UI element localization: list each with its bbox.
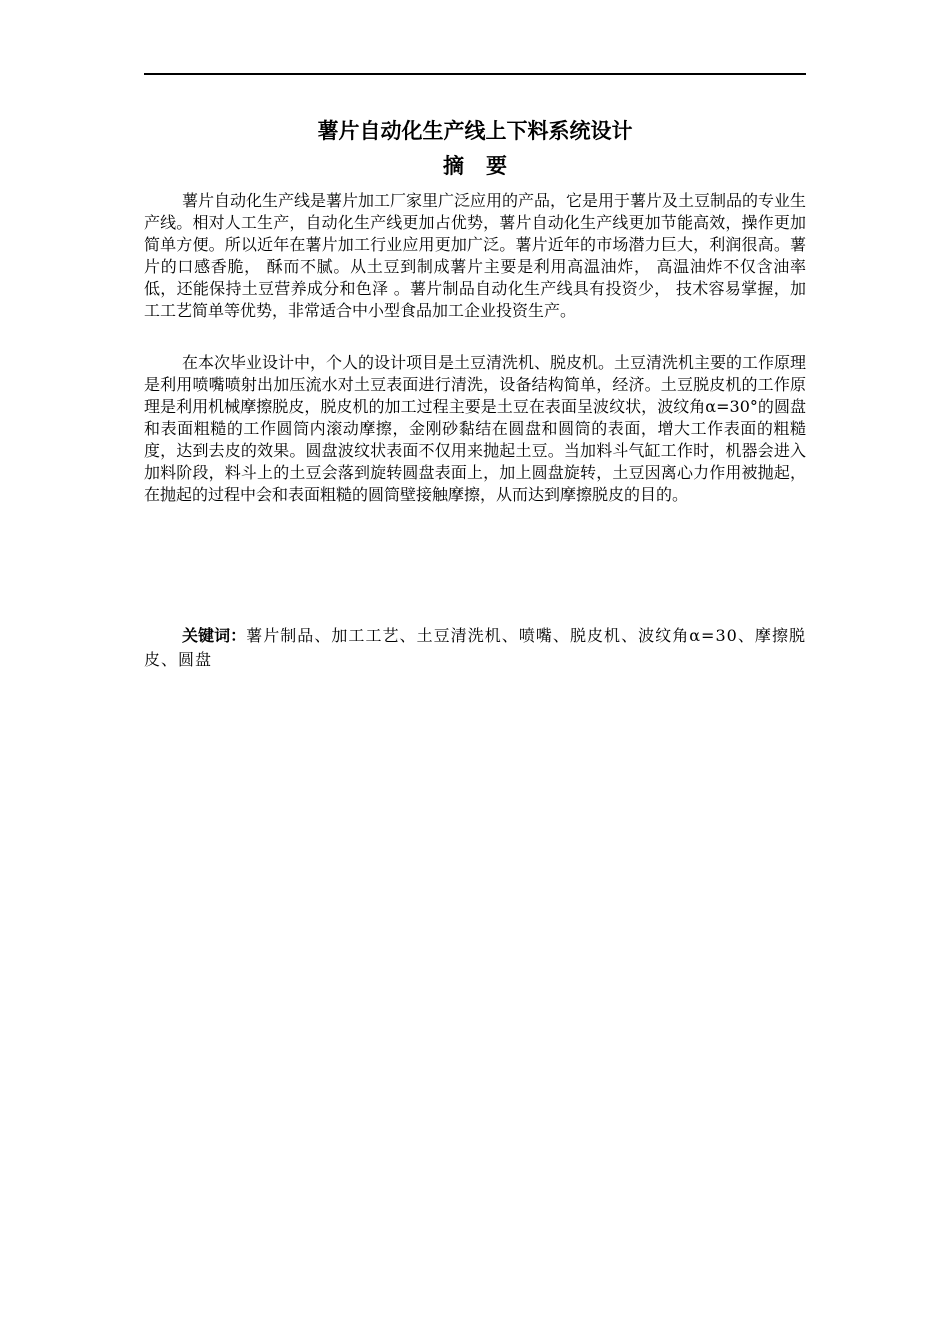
abstract-heading: 摘要: [443, 154, 529, 178]
header-rule: [144, 73, 806, 75]
keywords-line: [144, 624, 806, 672]
abstract-paragraph-2: 在本次毕业设计中，个人的设计项目是土豆清洗机、脱皮机。土豆清洗机主要的工作原理是利用喷嘴喷射出加压流水对土豆表面进行清洗，设备结构简单，经济。土豆脱皮机的工作原理是利用机械摩擦脱皮，脱皮机的加工过程主要是土豆在表面呈波纹状，波纹角α=30°的圆盘和表面粗糙的工作圆筒内滚动摩擦，金刚砂黏结在圆盘和圆筒的表面，增大工作表面的粗糙度，达到去皮的效果。圆盘波纹状表面不仅用来抛起土豆。当加料斗气缸工作时，机器会进入加料阶段，料斗上的土豆会落到旋转圆盘表面上，加上圆盘旋转，土豆因离心力作用被抛起，在抛起的过程中会和表面粗糙的圆筒壁接触摩擦，从而达到摩擦脱皮的目的。: [144, 353, 807, 504]
keywords-label: 关键词：: [182, 626, 247, 645]
keywords-text: 薯片制品、加工工艺、土豆清洗机、喷嘴、脱皮机、波纹角α=30、摩擦脱皮、圆盘: [144, 626, 806, 669]
abstract-paragraph-1: 薯片自动化生产线是薯片加工厂家里广泛应用的产品，它是用于薯片及土豆制品的专业生产线。相对人工生产，自动化生产线更加占优势，薯片自动化生产线更加节能高效，操作更加简单方便。所以近年在薯片加工行业应用更加广泛。薯片近年的市场潜力巨大，利润很高。薯片的口感香脆， 酥而不腻。从土豆到制成薯片主要是利用高温油炸， 高温油炸不仅含油率低，还能保持土豆营养成分和色泽 。薯片制品自动化生产线具有投资少， 技术容易掌握，加工工艺简单等优势，非常适合中小型食品加工企业投资生产。: [144, 191, 807, 320]
page-title: 薯片自动化生产线上下料系统设计: [317, 119, 633, 143]
